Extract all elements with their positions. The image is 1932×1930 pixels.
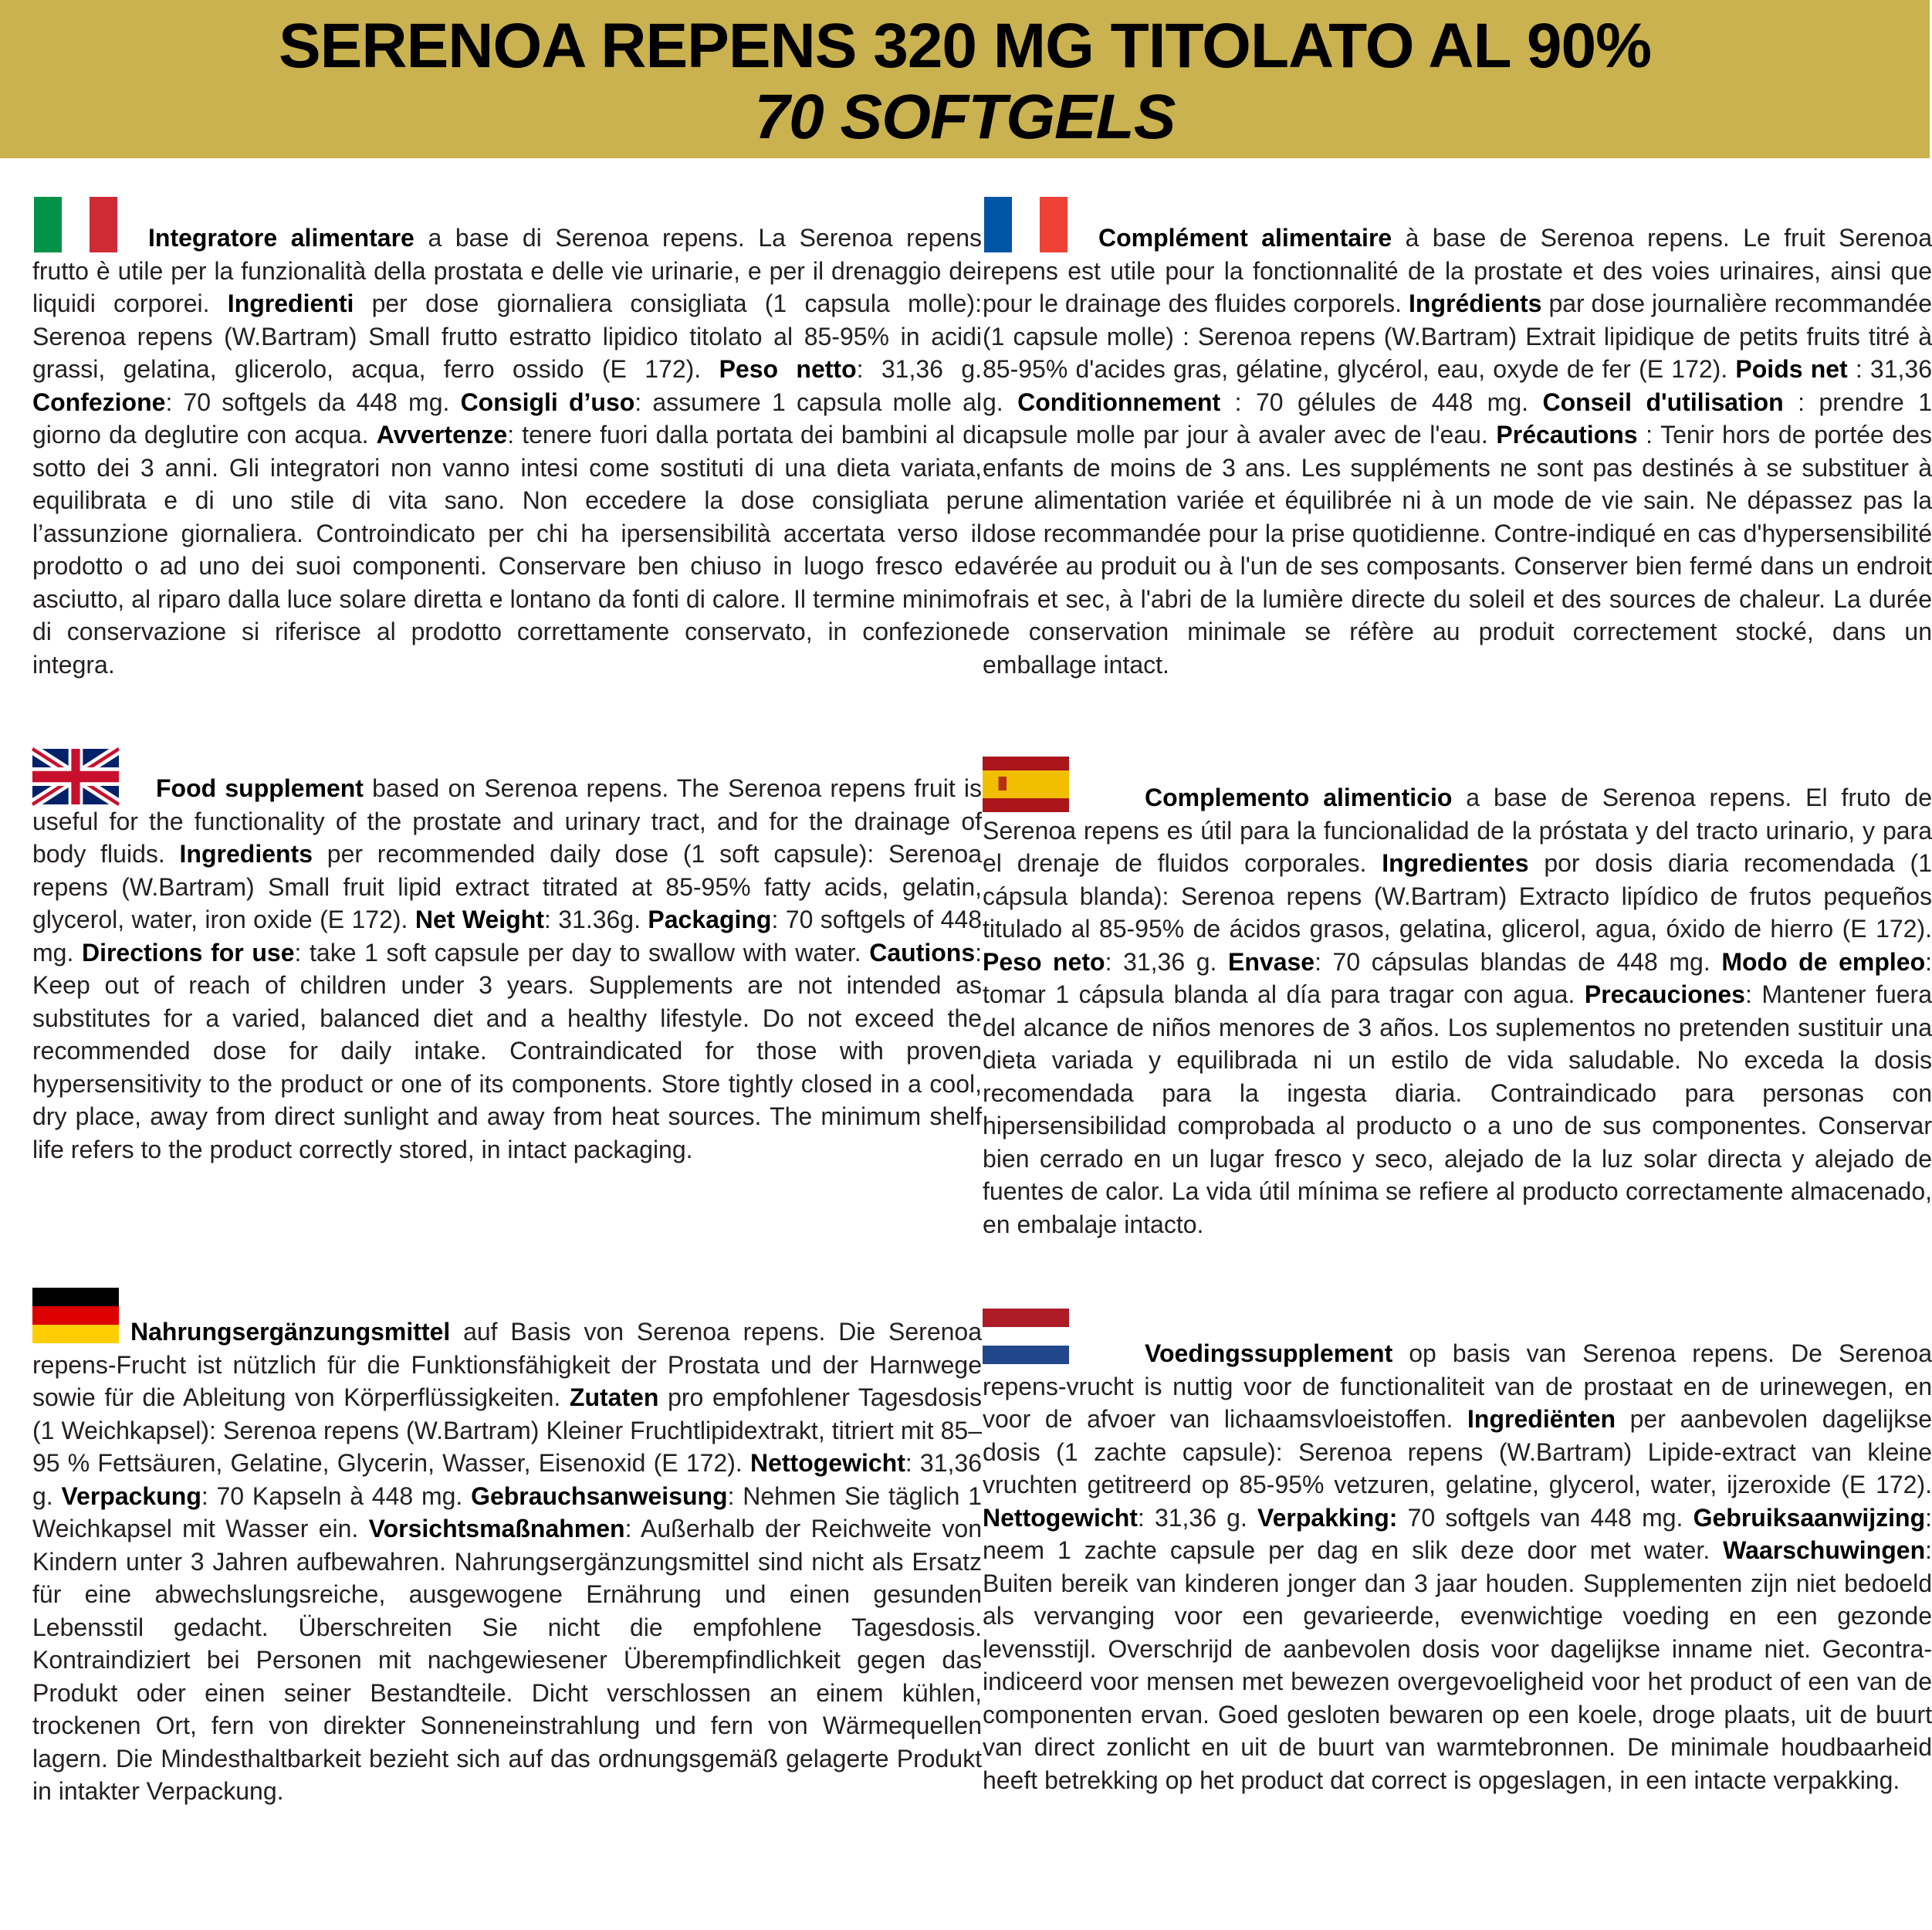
bold-term: Peso neto xyxy=(983,947,1105,976)
netherlands-flag-icon xyxy=(983,1309,1069,1364)
title-banner xyxy=(0,0,1930,158)
bold-term: Gebruiksaanwijzing xyxy=(1693,1503,1926,1532)
bold-term: Cautions xyxy=(869,938,976,967)
product-subtitle: 70 SOFTGELS xyxy=(754,82,1176,152)
bold-term: Envase xyxy=(1228,947,1315,976)
bold-term: Verpakking: xyxy=(1257,1503,1398,1532)
english-text: Food supplement based on Serenoa repens. The Serenoa repens fruit is useful for the functionality of the prostate and urinary tract, and for the drainage of body fluids. Ingredients per recommended daily dose (1 soft capsule): Serenoa repens (W.Bartram) Small fruit lipid extract titrated at 85-95% fatty acids, gelatin, glycerol, water, iron oxide (E 172). Net Weight: 31.36g. Packaging: 70 softgels of 448 mg. Directions for use: take 1 soft capsule per day to swallow with water. Cautions: Keep out of reach of children under 3 years. Supplements are not intended as substitutes for a varied, balanced diet and a healthy lifestyle. Do not exceed the recommended dose for daily intake. Contraindicated for those with proven hypersensitivity to the product or one of its components. Store tightly closed in a cool, dry place, away from direct sunlight and away from heat sources. The minimum shelf life refers to the product correctly stored, in intact packaging. xyxy=(32,774,983,1163)
bold-term: Gebrauchsanweisung xyxy=(471,1481,728,1510)
bold-term: Confezione xyxy=(32,388,166,416)
bold-term: Complemento alimenticio xyxy=(1145,784,1453,811)
spanish-text: Complemento alimenticio a base de Serenoa repens. El fruto de Serenoa repens es útil para la funcionalidad de la próstata y del tracto urinario, y para el drenaje de fluidos corporales. Ingredientes por dosis diaria recomendada (1 cápsula blanda): Serenoa repens (W.Bartram) Extracto lipídico de frutos pequeños titulado al 85-95% de ácidos grasos, gelatina, glicerol, agua, óxido de hierro (E 172). Peso neto: 31,36 g. Envase: 70 cápsulas blandas de 448 mg. Modo de empleo: tomar 1 cápsula blanda al día para tragar con agua. Precauciones: Mantener fuera del alcance de niños menores de 3 años. Los suplementos no pretenden sustituir una dieta variada y equilibrada ni un estilo de vida saludable. No exceda la dosis recomendada para la ingesta diaria. Contraindicado para personas con hipersensibilidad comprobada al producto o a uno de sus componentes. Conservar bien cerrado en un lugar fresco y seco, alejado de la luz solar directa y alejado de fuentes de calor. La vida útil mínima se refiere al producto correctamente almacenado, en embalaje intacto. xyxy=(983,784,1932,1238)
section-dutch xyxy=(983,1309,1932,1796)
france-flag-icon xyxy=(983,197,1069,252)
french-text: Complément alimentaire à base de Serenoa repens. Le fruit Serenoa repens est utile pour la fonctionnalité de la prostate et des voies urinaires, ainsi que pour le drainage des fluides corporels. Ingrédients par dose journalière recommandée (1 capsule molle) : Serenoa repens (W.Bartram) Extrait lipidique de petits fruits titré à 85-95% d'acides gras, gélatine, glycérol, eau, oxyde de fer (E 172). Poids net : 31,36 g. Conditionnement : 70 gélules de 448 mg. Conseil d'utilisation : prendre 1 capsule molle par jour à avaler avec de l'eau. Précautions : Tenir hors de portée des enfants de moins de 3 ans. Les suppléments ne sont pas destinés à se substituer à une alimentation variée et équilibrée ni à un mode de vie sain. Ne dépassez pas la dose recommandée pour la prise quotidienne. Contre-indiqué en cas d'hypersensibilité avérée au produit ou à l'un de ses composants. Conserver bien fermé dans un endroit frais et sec, à l'abri de la lumière directe du soleil et des sources de chaleur. La durée de conservation minimale se réfère au produit correctement stocké, dans un emballage intact. xyxy=(983,224,1932,679)
bold-term: Poids net xyxy=(1735,355,1848,383)
bold-term: Ingrediënten xyxy=(1467,1405,1616,1433)
german-text: Nahrungsergänzungsmittel auf Basis von Serenoa repens. Die Serenoa repens-Frucht ist nützlich für die Funktionsfähigkeit der Prostata und der Harnwege sowie für die Ableitung von Körperflüssigkeiten. Zutaten pro empfohlener Tagesdosis (1 Weichkapsel): Serenoa repens (W.Bartram) Kleiner Fruchtlipidextrakt, titriert mit 85–95 % Fettsäuren, Gelatine, Glycerin, Wasser, Eisenoxid (E 172). Nettogewicht: 31,36 g. Verpackung: 70 Kapseln à 448 mg. Gebrauchsanweisung: Nehmen Sie täglich 1 Weichkapsel mit Wasser ein. Vorsichtsmaßnahmen: Außerhalb der Reichweite von Kindern unter 3 Jahren aufbewahren. Nahrungsergänzungsmittel sind nicht als Ersatz für eine abwechslungsreiche, ausgewogene Ernährung und einen gesunden Lebensstil gedacht. Überschreiten Sie nicht die empfohlene Tagesdosis. Kontraindiziert bei Personen mit nachgewiesener Überempfindlichkeit gegen das Produkt oder einen seiner Bestandteile. Dicht verschlossen an einem kühlen, trockenen Ort, fern von direkter Sonneneinstrahlung und fern von Wärmequellen lagern. Die Mindesthaltbarkeit bezieht sich auf das ordnungsgemäß gelagerte Produkt in intakter Verpackung. xyxy=(32,1318,983,1805)
bold-term: Food supplement xyxy=(156,774,364,802)
spain-flag-icon xyxy=(983,757,1069,812)
bold-term: Voedingssupplement xyxy=(1145,1339,1393,1367)
section-italian xyxy=(32,197,982,681)
italian-text: Integratore alimentare a base di Serenoa repens. La Serenoa repens frutto è utile per la funzionalità della prostata e delle vie urinarie, e per il drenaggio dei liquidi corporei. Ingredienti per dose giornaliera consigliata (1 capsula molle): Serenoa repens (W.Bartram) Small frutto estratto lipidico titolato al 85-95% in acidi grassi, gelatina, glicerolo, acqua, ferro ossido (E 172). Peso netto: 31,36 g. Confezione: 70 softgels da 448 mg. Consigli d’uso: assumere 1 capsula molle al giorno da deglutire con acqua. Avvertenze: tenere fuori dalla portata dei bambini al di sotto dei 3 anni. Gli integratori non vanno intesi come sostituti di una dieta variata, equilibrata e di uno stile di vita sano. Non eccedere la dose consigliata per l’assunzione giornaliera. Controindicato per chi ha ipersensibilità accertata verso il prodotto o ad uno dei suoi componenti. Conservare ben chiuso in luogo fresco ed asciutto, al riparo dalla luce solare diretta e lontano da fonti di calore. Il termine minimo di conservazione si riferisce al prodotto correttamente conservato, in confezione integra. xyxy=(32,224,983,679)
bold-term: Packaging xyxy=(648,906,772,933)
bold-term: Precauciones xyxy=(1584,980,1745,1008)
bold-term: Verpackung xyxy=(61,1481,201,1510)
germany-flag-icon xyxy=(32,1288,119,1343)
section-spanish xyxy=(983,757,1932,1241)
section-french xyxy=(983,197,1932,681)
bold-term: Conditionnement xyxy=(1017,388,1221,416)
bold-term: Integratore alimentare xyxy=(148,224,414,252)
bold-term: Vorsichtsmaßnahmen xyxy=(368,1515,625,1542)
bold-term: Waarschuwingen xyxy=(1723,1536,1926,1564)
bold-term: Consigli d’uso xyxy=(460,388,635,416)
bold-term: Net Weight xyxy=(414,906,544,933)
section-german xyxy=(32,1288,982,1808)
section-english xyxy=(32,749,982,1166)
bold-term: Ingredients xyxy=(179,840,313,868)
dutch-text: Voedingssupplement op basis van Serenoa repens. De Serenoa repens-vrucht is nuttig voor de functionaliteit van de prostaat en de urinewegen, en voor de afvoer van lichaamsvloeistoffen. Ingrediënten per aanbevolen dagelijkse dosis (1 zachte capsule): Serenoa repens (W.Bartram) Lipide-extract van kleine vruchten getitreerd op 85-95% vetzuren, gelatine, glycerol, water, ijzeroxide (E 172). Nettogewicht: 31,36 g. Verpakking: 70 softgels van 448 mg. Gebruiksaanwijzing: neem 1 zachte capsule per dag en slik deze door met water. Waarschuwingen: Buiten bereik van kinderen jonger dan 3 jaar houden. Supplementen zijn niet bedoeld als vervanging voor een gevarieerde, evenwichtige voeding en een gezonde levensstijl. Overschrijd de aanbevolen dosis voor dagelijkse inname niet. Gecontra-indiceerd voor mensen met bewezen overgevoeligheid voor het product of een van de componenten ervan. Goed gesloten bewaren op een koele, droge plaats, uit de buurt van direct zonlicht en uit de buurt van warmtebronnen. De minimale houdbaarheid heeft betrekking op het product dat correct is opgeslagen, in een intacte verpakking. xyxy=(983,1339,1932,1794)
bold-term: Nettogewicht xyxy=(749,1449,905,1477)
bold-term: Ingredientes xyxy=(1382,849,1529,877)
bold-term: Directions for use xyxy=(81,938,295,967)
product-title: SERENOA REPENS 320 MG TITOLATO AL 90% xyxy=(278,11,1652,81)
bold-term: Précautions xyxy=(1496,421,1638,449)
bold-term: Zutaten xyxy=(569,1383,659,1411)
bold-term: Nahrungsergänzungsmittel xyxy=(130,1318,451,1346)
bold-term: Ingredienti xyxy=(227,290,354,317)
bold-term: Modo de empleo xyxy=(1721,947,1926,976)
bold-term: Conseil d'utilisation xyxy=(1542,388,1784,416)
bold-term: Avvertenze xyxy=(376,421,508,449)
bold-term: Nettogewicht xyxy=(983,1503,1138,1532)
uk-flag-icon xyxy=(32,749,119,804)
bold-term: Peso netto xyxy=(719,355,857,383)
bold-term: Ingrédients xyxy=(1409,290,1542,317)
bold-term: Complément alimentaire xyxy=(1098,224,1392,252)
italy-flag-icon xyxy=(32,197,119,252)
